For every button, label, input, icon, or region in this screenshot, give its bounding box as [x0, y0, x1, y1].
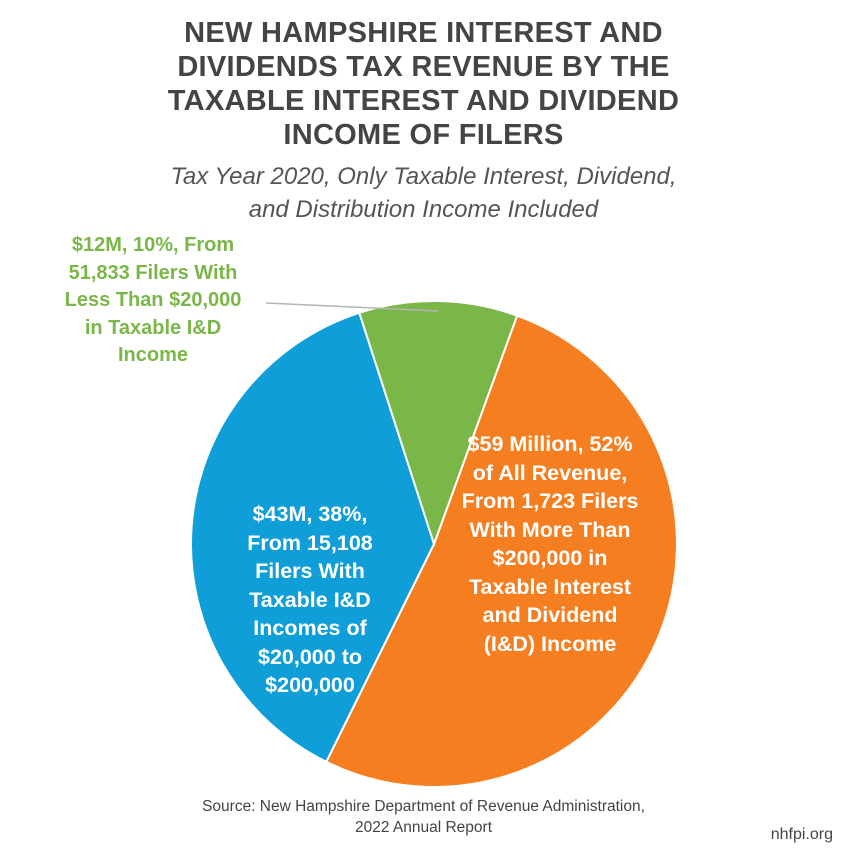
slice-label-low-income: $12M, 10%, From 51,833 Filers With Less Than $20,000 in Taxable I&D Income	[64, 234, 242, 366]
brand-url: nhfpi.org	[770, 826, 833, 843]
slice-label-high-income: $59 Million, 52% of All Revenue, From 1,723 Filers With More Than $200,000 in Taxable Interest and Dividend (I&D) Income	[461, 432, 639, 656]
chart-subtitle: Tax Year 2020, Only Taxable Interest, Dividend, and Distribution Income Included	[170, 163, 677, 223]
source-note: Source: New Hampshire Department of Revenue Administration, 2022 Annual Report	[202, 798, 645, 836]
slice-label-middle-income: $43M, 38%, From 15,108 Filers With Taxable I&D Incomes of $20,000 to $200,000	[247, 502, 373, 697]
chart-title: NEW HAMPSHIRE INTEREST AND DIVIDENDS TAX REVENUE BY THE TAXABLE INTEREST AND DIVIDEND INCOME OF FILERS	[167, 17, 680, 151]
